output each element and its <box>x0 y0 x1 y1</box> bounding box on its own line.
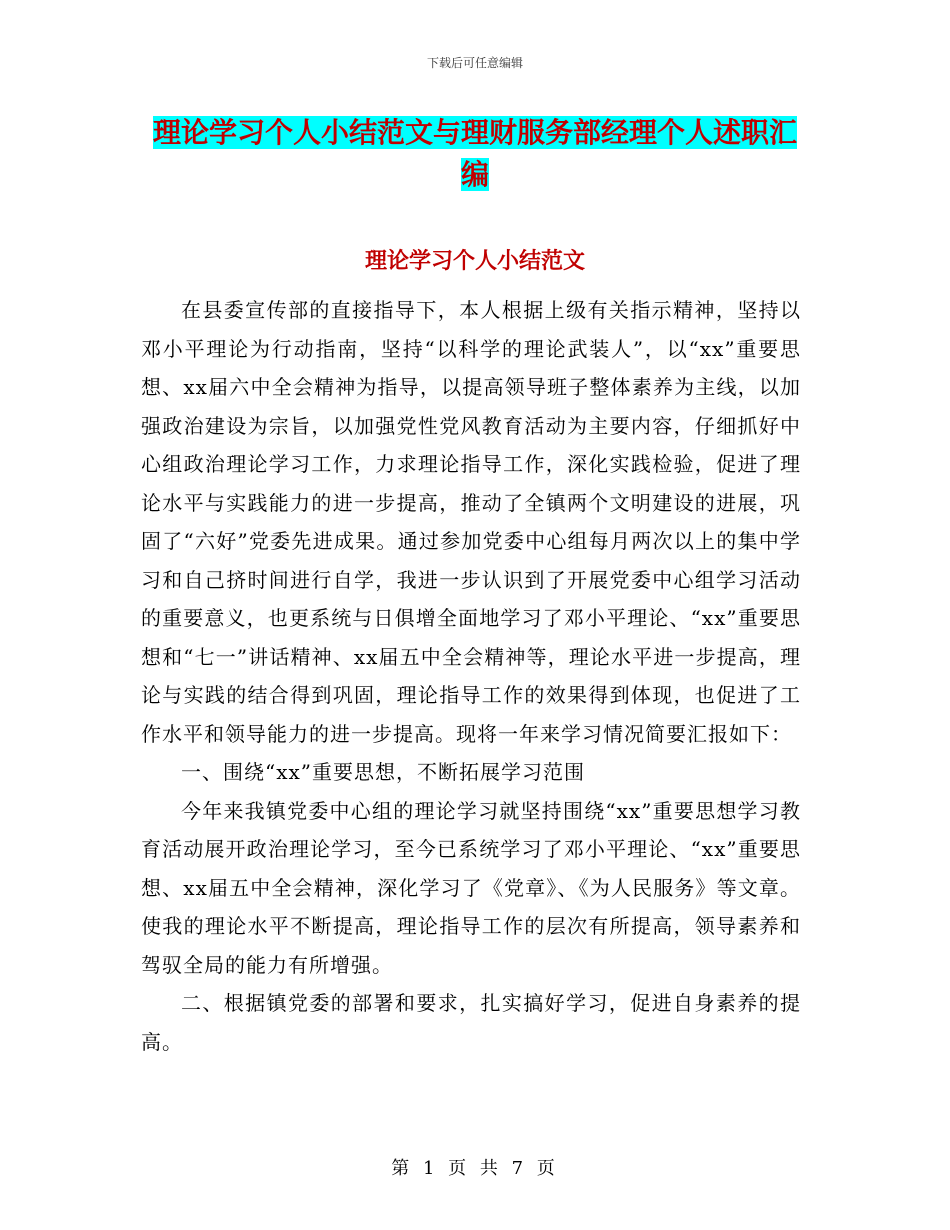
paragraph: 一、围绕“xx”重要思想，不断拓展学习范围 <box>181 760 586 784</box>
paragraph: 在县委宣传部的直接指导下，本人根据上级有关指示精神，坚持以邓小平理论为行动指南，坚持“以科学的理论武装人”，以“xx”重要思想、xx届六中全会精神为指导，以提高领导班子整体素养为主线，以加强政治建设为宗旨，以加强党性党风教育活动为主要内容，仔细抓好中心组政治理论学习工作，力求理论指导工作，深化实践检验，促进了理论水平与实践能力的进一步提高，推动了全镇两个文明建设的进展，巩固了“六好”党委先进成果。通过参加党委中心组每月两次以上的集中学习和自己挤时间进行自学，我进一步认识到了开展党委中心组学习活动的重要意义，也更系统与日俱增全面地学习了邓小平理论、“xx”重要思想和“七一”讲话精神、xx届五中全会精神等，理论水平进一步提高，理论与实践的结合得到巩固，理论指导工作的效果得到体现，也促进了工作水平和领导能力的进一步提高。现将一年来学习情况简要汇报如下： <box>141 298 801 746</box>
section-title: 理论学习个人小结范文 <box>364 248 585 274</box>
header-note: 下载后可任意编辑 <box>426 56 523 70</box>
paragraph: 今年来我镇党委中心组的理论学习就坚持围绕“xx”重要思想学习教育活动展开政治理论学习，至今已系统学习了邓小平理论、“xx”重要思想、xx届五中全会精神，深化学习了《党章》、《为人民服务》等文章。使我的理论水平不断提高，理论指导工作的层次有所提高，领导素养和驾驭全局的能力有所增强。 <box>141 798 801 977</box>
document-title <box>140 112 810 196</box>
paragraph: 二、根据镇党委的部署和要求，扎实搞好学习，促进自身素养的提高。 <box>141 991 801 1054</box>
page-footer: 第 1 页 共 7 页 <box>391 1158 559 1179</box>
body-text <box>141 291 801 1061</box>
document-title-text: 理论学习个人小结范文与理财服务部经理个人述职汇编 <box>152 116 797 191</box>
